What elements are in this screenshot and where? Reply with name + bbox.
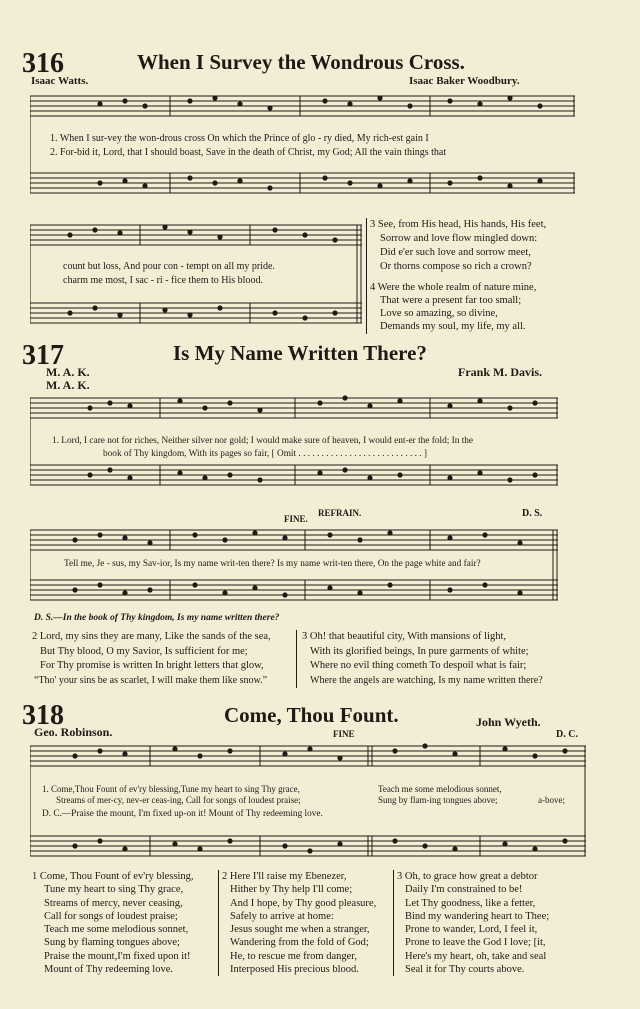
- hymn-number: 318: [22, 700, 64, 731]
- ds-note: D. S.—In the book of Thy kingdom, Is my name written there?: [34, 613, 280, 623]
- verse-3: 3 Oh! that beautiful city, With mansions of light, With its glorified beings, In pure garments of white; Where no evil thing cometh To despoil what is fair; Where the angels are watching, Is my name written there?: [302, 631, 543, 686]
- verse-3: 3 See, from His head, His hands, His feet, Sorrow and love flow mingled down: Did e'er such love and sorrow meet, Or thorns compose so rich a crown?: [370, 219, 547, 272]
- lyric-line: Tell me, Je - sus, my Sav-ior, Is my name writ-ten there? Is my name writ-ten there, On the page white and fair?: [64, 559, 481, 569]
- hymn-author: Isaac Watts.: [31, 75, 89, 87]
- hymn-author: M. A. K.: [46, 365, 90, 379]
- lyric-line: 1. Lord, I care not for riches, Neither silver nor gold; I would make sure of heaven, I would ent-er the fold; In the: [52, 436, 474, 446]
- hymn-number: 317: [22, 340, 64, 371]
- lyric-line: 1. When I sur-vey the won-drous cross On which the Prince of glo - ry died, My rich-est gain I: [50, 133, 429, 144]
- hymn-title: Come, Thou Fount.: [224, 703, 399, 727]
- fine-mark: FINE: [333, 729, 355, 739]
- refrain-mark: REFRAIN.: [318, 508, 362, 518]
- verse-1: 1 Come, Thou Fount of ev'ry blessing, Tune my heart to sing Thy grace, Streams of mercy, never ceasing, Call for songs of loudest praise; Teach me some melodious sonnet, Sung by flaming tongues above; Praise the mount,I'm fixed upon it! Mount of Thy redeeming love.: [32, 871, 194, 976]
- column-divider: [218, 870, 219, 976]
- lyric-line: Sung by flam-ing tongues above;: [378, 795, 498, 805]
- hymn-composer: Isaac Baker Woodbury.: [409, 75, 520, 87]
- fine-mark: FINE.: [284, 514, 308, 524]
- music-staff-treble: [30, 215, 363, 333]
- ds-mark: D. S.: [522, 508, 543, 519]
- verse-2: 2 Lord, my sins they are many, Like the sands of the sea, But Thy blood, O my Savior, Is sufficient for me; For Thy promise is written In bright letters that glow, “Tho' your sins be as scarlet, I will make them like snow.”: [32, 631, 271, 686]
- hymn-author: Geo. Robinson.: [34, 725, 113, 739]
- hymn-title: Is My Name Written There?: [173, 341, 427, 365]
- column-divider: [366, 218, 367, 334]
- verse-3: 3 Oh, to grace how great a debtor Daily I'm constrained to be! Let Thy goodness, like a fetter, Bind my wandering heart to Thee; Prone to wander, Lord, I feel it, Prone to leave the God I love; [it, Here's my heart, oh, take and seal Seal it for Thy courts above.: [397, 871, 550, 976]
- lyric-line: book of Thy kingdom, With its pages so fair, [ Omit . . . . . . . . . . . . . . . . . . . . . . . . . . . ]: [103, 449, 428, 459]
- lyric-line: Streams of mer-cy, nev-er ceas-ing, Call for songs of loudest praise;: [56, 795, 301, 805]
- lyric-line: Teach me some melodious sonnet,: [378, 784, 502, 794]
- lyric-line: D. C.—Praise the mount, I'm fixed up-on it! Mount of Thy redeeming love.: [42, 809, 323, 819]
- lyric-line: 1. Come,Thou Fount of ev'ry blessing,Tune my heart to sing Thy grace,: [42, 784, 300, 794]
- lyric-line: count but loss, And pour con - tempt on all my pride.: [63, 261, 275, 272]
- column-divider: [393, 870, 394, 976]
- dc-mark: D. C.: [556, 729, 578, 740]
- hymn-number: 316: [22, 48, 64, 79]
- lyric-line: 2. For-bid it, Lord, that I should boast, Save in the death of Christ, my God; All the vain things that: [50, 147, 447, 158]
- hymn-composer: John Wyeth.: [476, 715, 541, 729]
- lyric-line: charm me most, I sac - ri - fice them to His blood.: [63, 275, 263, 286]
- verse-2: 2 Here I'll raise my Ebenezer, Hither by Thy help I'll come; And I hope, by Thy good pleasure, Safely to arrive at home: Jesus sought me when a stranger, Wandering from the fold of God; He, to rescue me from danger, Interposed His precious blood.: [222, 871, 377, 976]
- lyric-line: a-bove;: [538, 795, 565, 805]
- verse-4: 4 Were the whole realm of nature mine, That were a present far too small; Love so amazing, so divine, Demands my soul, my life, my all.: [370, 282, 537, 332]
- column-divider: [296, 630, 297, 688]
- hymn-author: M. A. K.: [46, 378, 90, 392]
- hymn-title: When I Survey the Wondrous Cross.: [137, 50, 465, 74]
- hymn-composer: Frank M. Davis.: [458, 365, 542, 379]
